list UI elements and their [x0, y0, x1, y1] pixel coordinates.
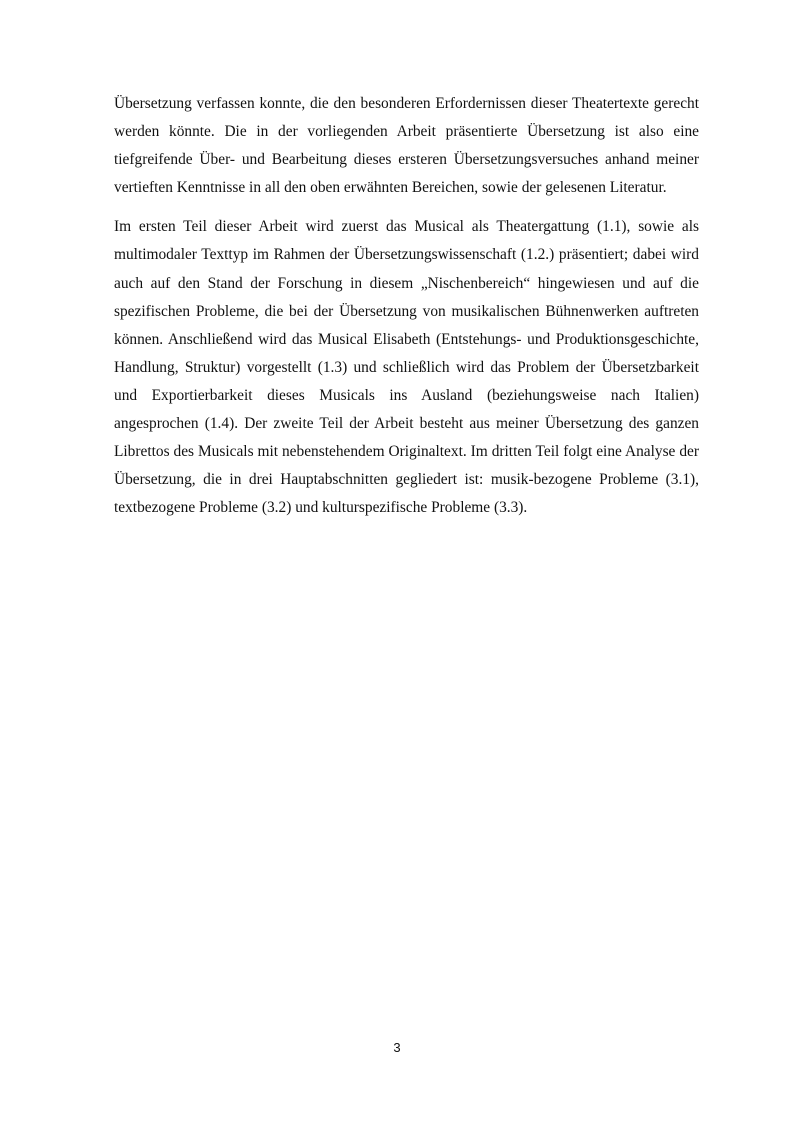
paragraph-translation-context: Übersetzung verfassen konnte, die den besonderen Erfordernissen dieser Theatertexte gerecht werden könnte. Die in der vorliegenden Arbeit präsentierte Übersetzung ist also eine tiefgreifende Über- und Bearbeitung dieses ersteren Übersetzungsversuches anhand meiner vertieften Kenntnisse in all den oben erwähnten Bereichen, sowie der gelesenen Literatur. [114, 95, 699, 197]
paragraph-thesis-structure: Im ersten Teil dieser Arbeit wird zuerst das Musical als Theatergattung (1.1), sowie als multimodaler Texttyp im Rahmen der Übersetzungswissenschaft (1.2.) präsentiert; dabei wird auch auf den Stand der Forschung in diesem „Nischenbereich“ hingewiesen und auf die spezifischen Probleme, die bei der Übersetzung von musikalischen Bühnenwerken auftreten können. Anschließend wird das Musical Elisabeth (Entstehungs- und Produktionsgeschichte, Handlung, Struktur) vorgestellt (1.3) und schließlich wird das Problem der Übersetzbarkeit und Exportierbarkeit dieses Musicals ins Ausland (beziehungsweise nach Italien) angesprochen (1.4). Der zweite Teil der Arbeit besteht aus meiner Übersetzung des ganzen Librettos des Musicals mit nebenstehendem Originaltext. Im dritten Teil folgt eine Analyse der Übersetzung, die in drei Hauptabschnitten gegliedert ist: musik-bezogene Probleme (3.1), textbezogene Probleme (3.2) und kulturspezifische Probleme (3.3). [114, 218, 699, 517]
page-number: 3 [393, 1040, 401, 1055]
body-text [114, 90, 699, 522]
